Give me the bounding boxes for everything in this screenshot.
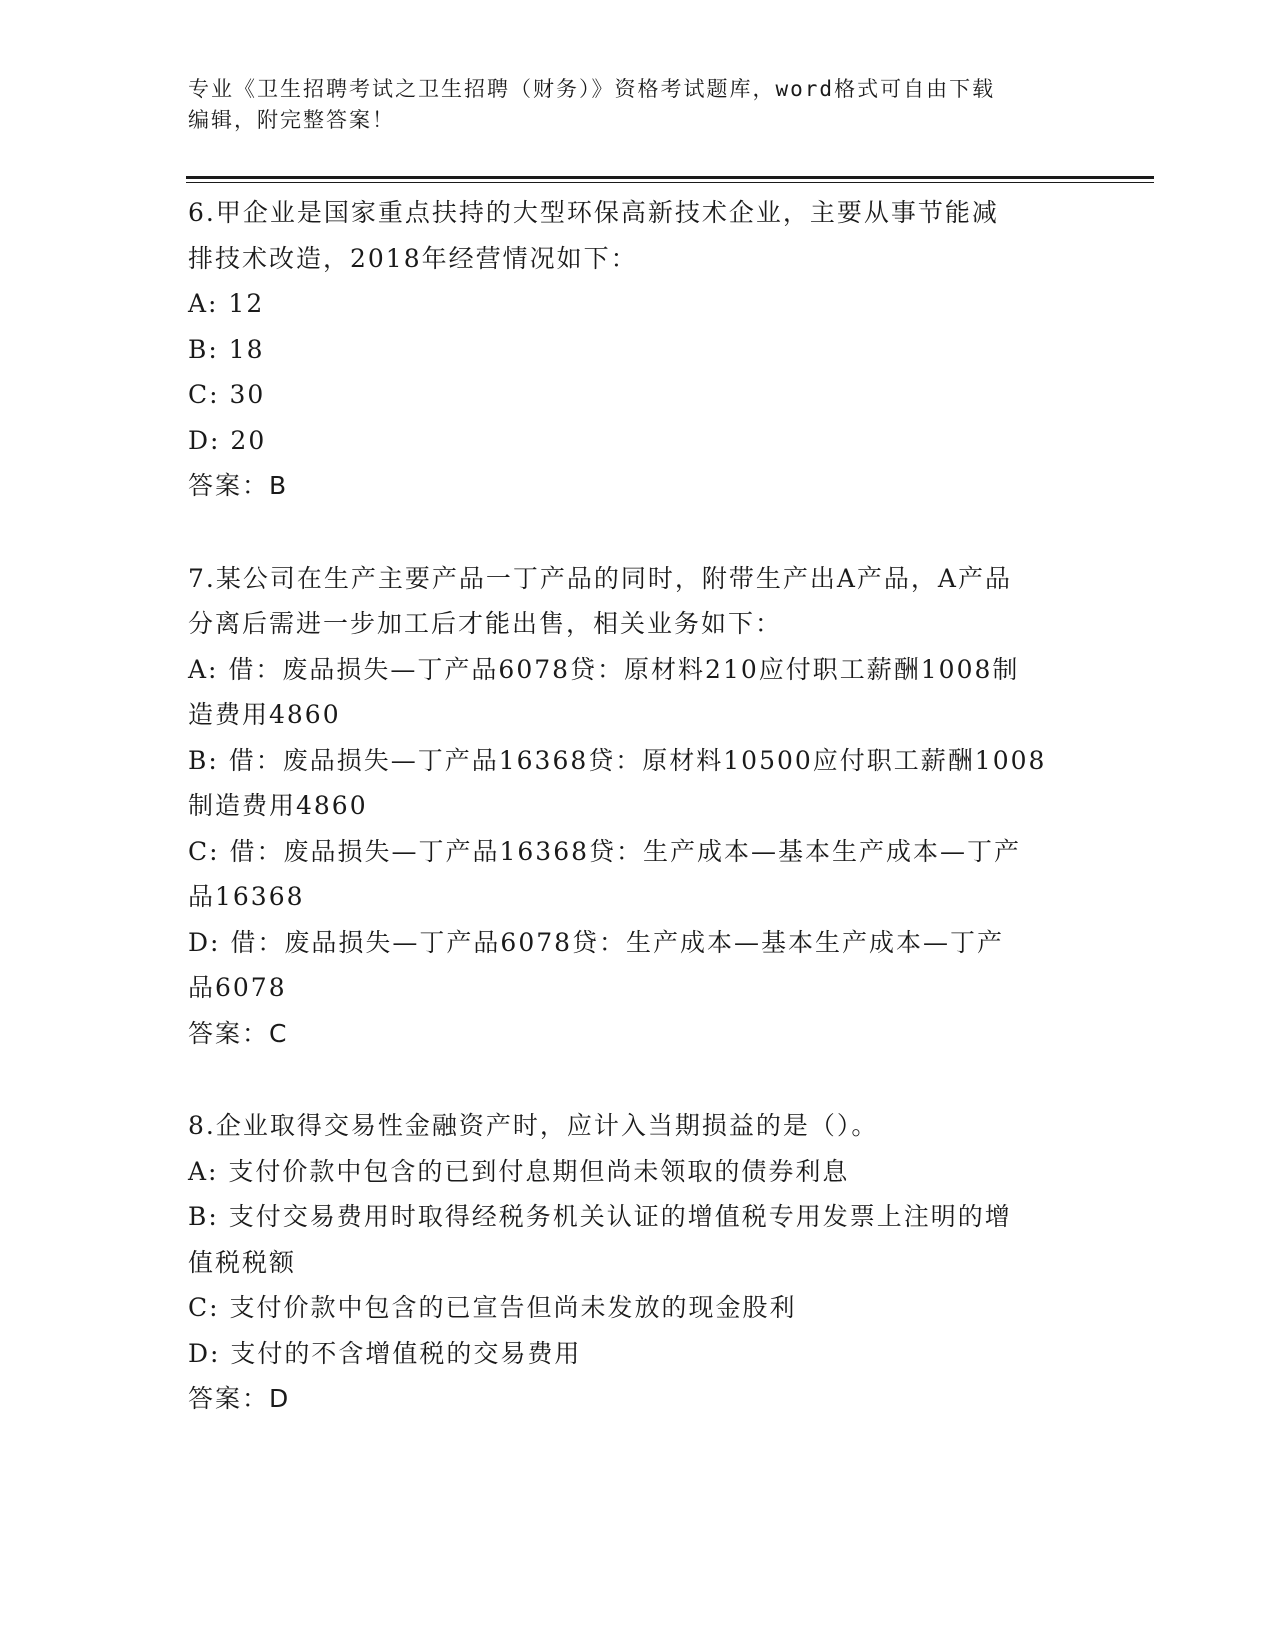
- answer-line: 答案：D: [188, 1384, 291, 1413]
- option-a-continued: 造费用4860: [188, 700, 341, 729]
- header-divider-thick: [186, 176, 1154, 179]
- question-8: [188, 1103, 1088, 1422]
- question-stem-line: 6.甲企业是国家重点扶持的大型环保高新技术企业，主要从事节能减: [188, 198, 999, 227]
- question-7: [188, 556, 1088, 1057]
- option-b-continued: 制造费用4860: [188, 791, 368, 820]
- option-d: D: 20: [188, 425, 267, 455]
- option-d: D: 支付的不含增值税的交易费用: [188, 1338, 582, 1368]
- question-gap: [188, 1056, 1088, 1103]
- document-header: [188, 74, 1068, 136]
- option-c: C: 30: [188, 380, 266, 409]
- option-d: D: 借：废品损失—丁产品6078贷：生产成本—基本生产成本—丁产: [188, 927, 1005, 957]
- answer-line: 答案：B: [188, 471, 289, 500]
- option-a: A: 12: [188, 289, 265, 318]
- header-line-2: 编辑，附完整答案！: [188, 108, 395, 132]
- question-6: [188, 190, 1088, 509]
- answer-line: 答案：C: [188, 1018, 289, 1048]
- option-d-continued: 品6078: [188, 973, 287, 1002]
- option-a: A: 支付价款中包含的已到付息期但尚未领取的债券利息: [188, 1156, 850, 1186]
- question-stem-line: 7.某公司在生产主要产品一丁产品的同时，附带生产出A产品，A产品: [188, 563, 1012, 593]
- question-list: [188, 190, 1088, 1422]
- question-gap: [188, 509, 1088, 556]
- question-stem-line: 8.企业取得交易性金融资产时，应计入当期损益的是（）。: [188, 1111, 879, 1140]
- option-c: C: 支付价款中包含的已宣告但尚未发放的现金股利: [188, 1293, 797, 1322]
- question-stem-line: 分离后需进一步加工后才能出售，相关业务如下：: [188, 609, 783, 638]
- option-b: B: 支付交易费用时取得经税务机关认证的增值税专用发票上注明的增: [188, 1202, 1012, 1231]
- option-c-continued: 品16368: [188, 882, 305, 911]
- option-c: C: 借：废品损失—丁产品16368贷：生产成本—基本生产成本—丁产: [188, 836, 1022, 866]
- option-a: A: 借：废品损失—丁产品6078贷：原材料210应付职工薪酬1008制: [188, 654, 1020, 684]
- option-b: B: 借：废品损失—丁产品16368贷：原材料10500应付职工薪酬1008: [188, 745, 1047, 775]
- option-b-continued: 值税税额: [188, 1247, 297, 1277]
- header-line-1: 专业《卫生招聘考试之卫生招聘（财务）》资格考试题库，word格式可自由下载: [188, 77, 996, 101]
- question-stem-line: 排技术改造，2018年经营情况如下：: [188, 243, 638, 273]
- option-b: B: 18: [188, 334, 265, 364]
- header-divider-thin: [186, 182, 1154, 183]
